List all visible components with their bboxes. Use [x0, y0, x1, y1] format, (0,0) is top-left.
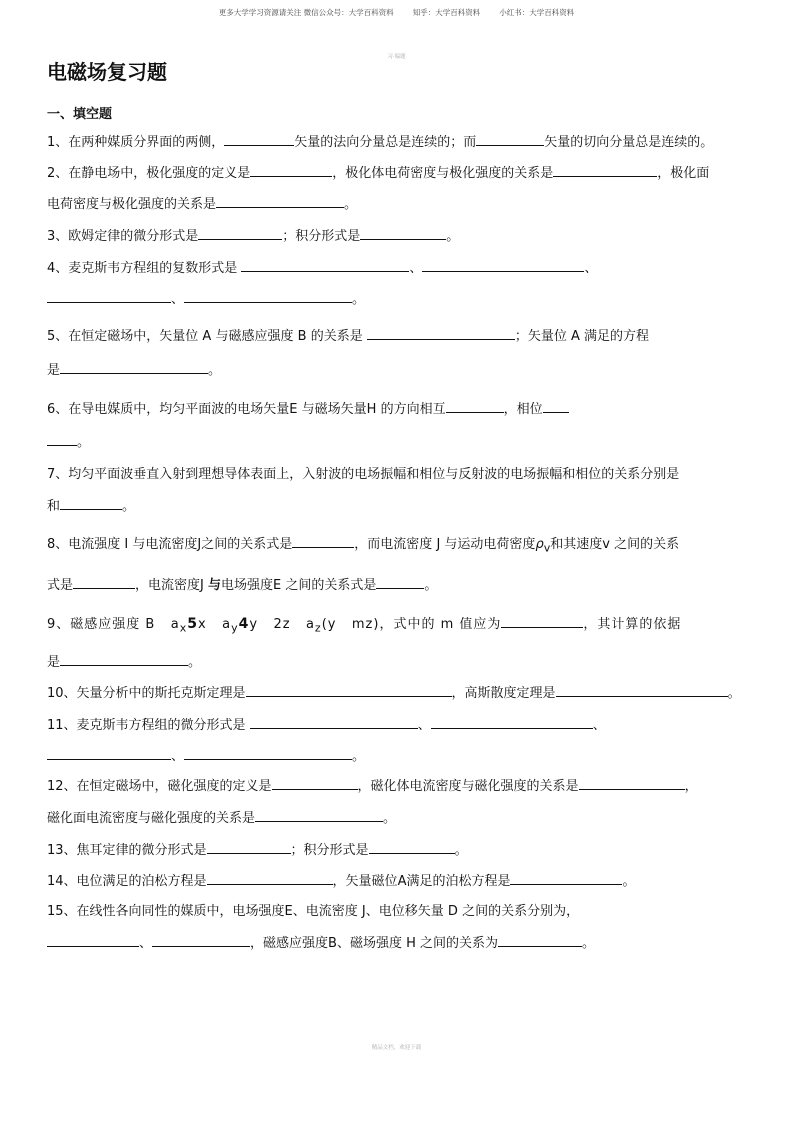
answer-blank[interactable]	[47, 746, 171, 760]
question-6: 6、在导电媒质中，均匀平面波的电场矢量E 与磁场矢量H 的方向相互 ，相位	[47, 399, 747, 420]
question-11-line-2: 、 。	[47, 746, 747, 767]
answer-blank[interactable]	[498, 933, 582, 947]
answer-blank[interactable]	[246, 683, 452, 697]
answer-blank[interactable]	[60, 652, 188, 666]
question-15: 15、在线性各向同性的媒质中，电场强度E、电流密度 J、电位移矢量 D 之间的关系分别为，	[47, 904, 580, 919]
answer-blank[interactable]	[241, 258, 409, 272]
answer-blank[interactable]	[60, 360, 208, 374]
question-12: 12、在恒定磁场中，磁化强度的定义是 ，磁化体电流密度与磁化强度的关系是 ，	[47, 776, 747, 797]
question-3: 3、欧姆定律的微分形式是 ；积分形式是 。	[47, 226, 747, 247]
answer-blank[interactable]	[47, 432, 77, 446]
answer-blank[interactable]	[360, 226, 446, 240]
question-7-line-2: 和 。	[47, 496, 747, 517]
answer-blank[interactable]	[250, 163, 332, 177]
answer-blank[interactable]	[543, 399, 569, 413]
question-12-line-2: 磁化面电流密度与磁化强度的关系是 。	[47, 808, 747, 829]
answer-blank[interactable]	[73, 575, 135, 589]
question-2-line-2: 电荷密度与极化强度的关系是 。	[47, 194, 747, 215]
question-10: 10、矢量分析中的斯托克斯定理是 ，高斯散度定理是 。	[47, 683, 747, 704]
question-13: 13、焦耳定律的微分形式是 ；积分形式是 。	[47, 840, 747, 861]
answer-blank[interactable]	[556, 683, 728, 697]
question-7: 7、均匀平面波垂直入射到理想导体表面上，入射波的电场振幅和相位与反射波的电场振幅和相位的关系分别是	[47, 467, 680, 482]
question-2: 2、在静电场中，极化强度的定义是 ，极化体电荷密度与极化强度的关系是 ，极化面	[47, 163, 747, 184]
answer-blank[interactable]	[446, 399, 504, 413]
question-8: 8、电流强度 I 与电流密度J之间的关系式是 ，而电流密度 J 与运动电荷密度$\rho_v$和其速度v 之间的关系	[47, 534, 747, 559]
answer-blank[interactable]	[207, 871, 333, 885]
question-4-line-2: 、 。	[47, 289, 747, 310]
answer-blank[interactable]	[501, 614, 583, 628]
question-5: 5、在恒定磁场中，矢量位 A 与磁感应强度 B 的关系是 ；矢量位 A 满足的方程	[47, 326, 747, 347]
answer-blank[interactable]	[376, 575, 424, 589]
answer-blank[interactable]	[216, 194, 344, 208]
answer-blank[interactable]	[369, 840, 455, 854]
page-footer: 精品文档，欢迎下载	[371, 1045, 422, 1051]
section-heading: 一、填空题	[47, 107, 113, 122]
answer-blank[interactable]	[255, 808, 383, 822]
answer-blank[interactable]	[476, 132, 544, 146]
answer-blank[interactable]	[152, 933, 250, 947]
page-title: 电磁场复习题	[47, 60, 167, 84]
answer-blank[interactable]	[553, 163, 657, 177]
question-5-line-2: 是 。	[47, 360, 747, 381]
answer-blank[interactable]	[272, 776, 358, 790]
question-4: 4、麦克斯韦方程组的复数形式是 、 、	[47, 258, 747, 279]
answer-blank[interactable]	[198, 226, 282, 240]
answer-blank[interactable]	[292, 534, 354, 548]
question-1: 1、在两种媒质分界面的两侧， 矢量的法向分量总是连续的；而 矢量的切向分量总是连续的。	[47, 132, 747, 153]
question-6-line-2: 。	[47, 432, 747, 453]
question-9-line-2: 是 。	[47, 652, 747, 673]
answer-blank[interactable]	[47, 933, 139, 947]
answer-blank[interactable]	[579, 776, 685, 790]
answer-blank[interactable]	[184, 746, 352, 760]
question-15-line-2: 、 ，磁感应强度B、磁场强度 H 之间的关系为 。	[47, 933, 747, 954]
answer-blank[interactable]	[431, 715, 593, 729]
answer-blank[interactable]	[207, 840, 291, 854]
page-header: 更多大学学习资源请关注 微信公众号：大学百科资料 知乎：大学百科资料 小红书：大学百科资料	[218, 8, 575, 17]
answer-blank[interactable]	[422, 258, 584, 272]
answer-blank[interactable]	[250, 715, 418, 729]
answer-blank[interactable]	[47, 289, 171, 303]
answer-blank[interactable]	[60, 496, 122, 510]
question-11: 11、麦克斯韦方程组的微分形式是 、 、	[47, 715, 747, 736]
answer-blank[interactable]	[367, 326, 515, 340]
question-8-line-2: 式是 ，电流密度J 与电场强度E 之间的关系式是 。	[47, 575, 747, 596]
question-9: 9、磁感应强度 B $a_x5x$ $a_y4y$ 2z $a_z(y$ mz)，式中的 m 值应为 ，其计算的依据	[47, 616, 682, 635]
answer-blank[interactable]	[224, 132, 294, 146]
answer-blank[interactable]	[510, 871, 622, 885]
answer-blank[interactable]	[184, 289, 352, 303]
question-14: 14、电位满足的泊松方程是 ，矢量磁位A满足的泊松方程是 。	[47, 871, 747, 892]
sub-watermark: 习·编题	[387, 54, 406, 60]
